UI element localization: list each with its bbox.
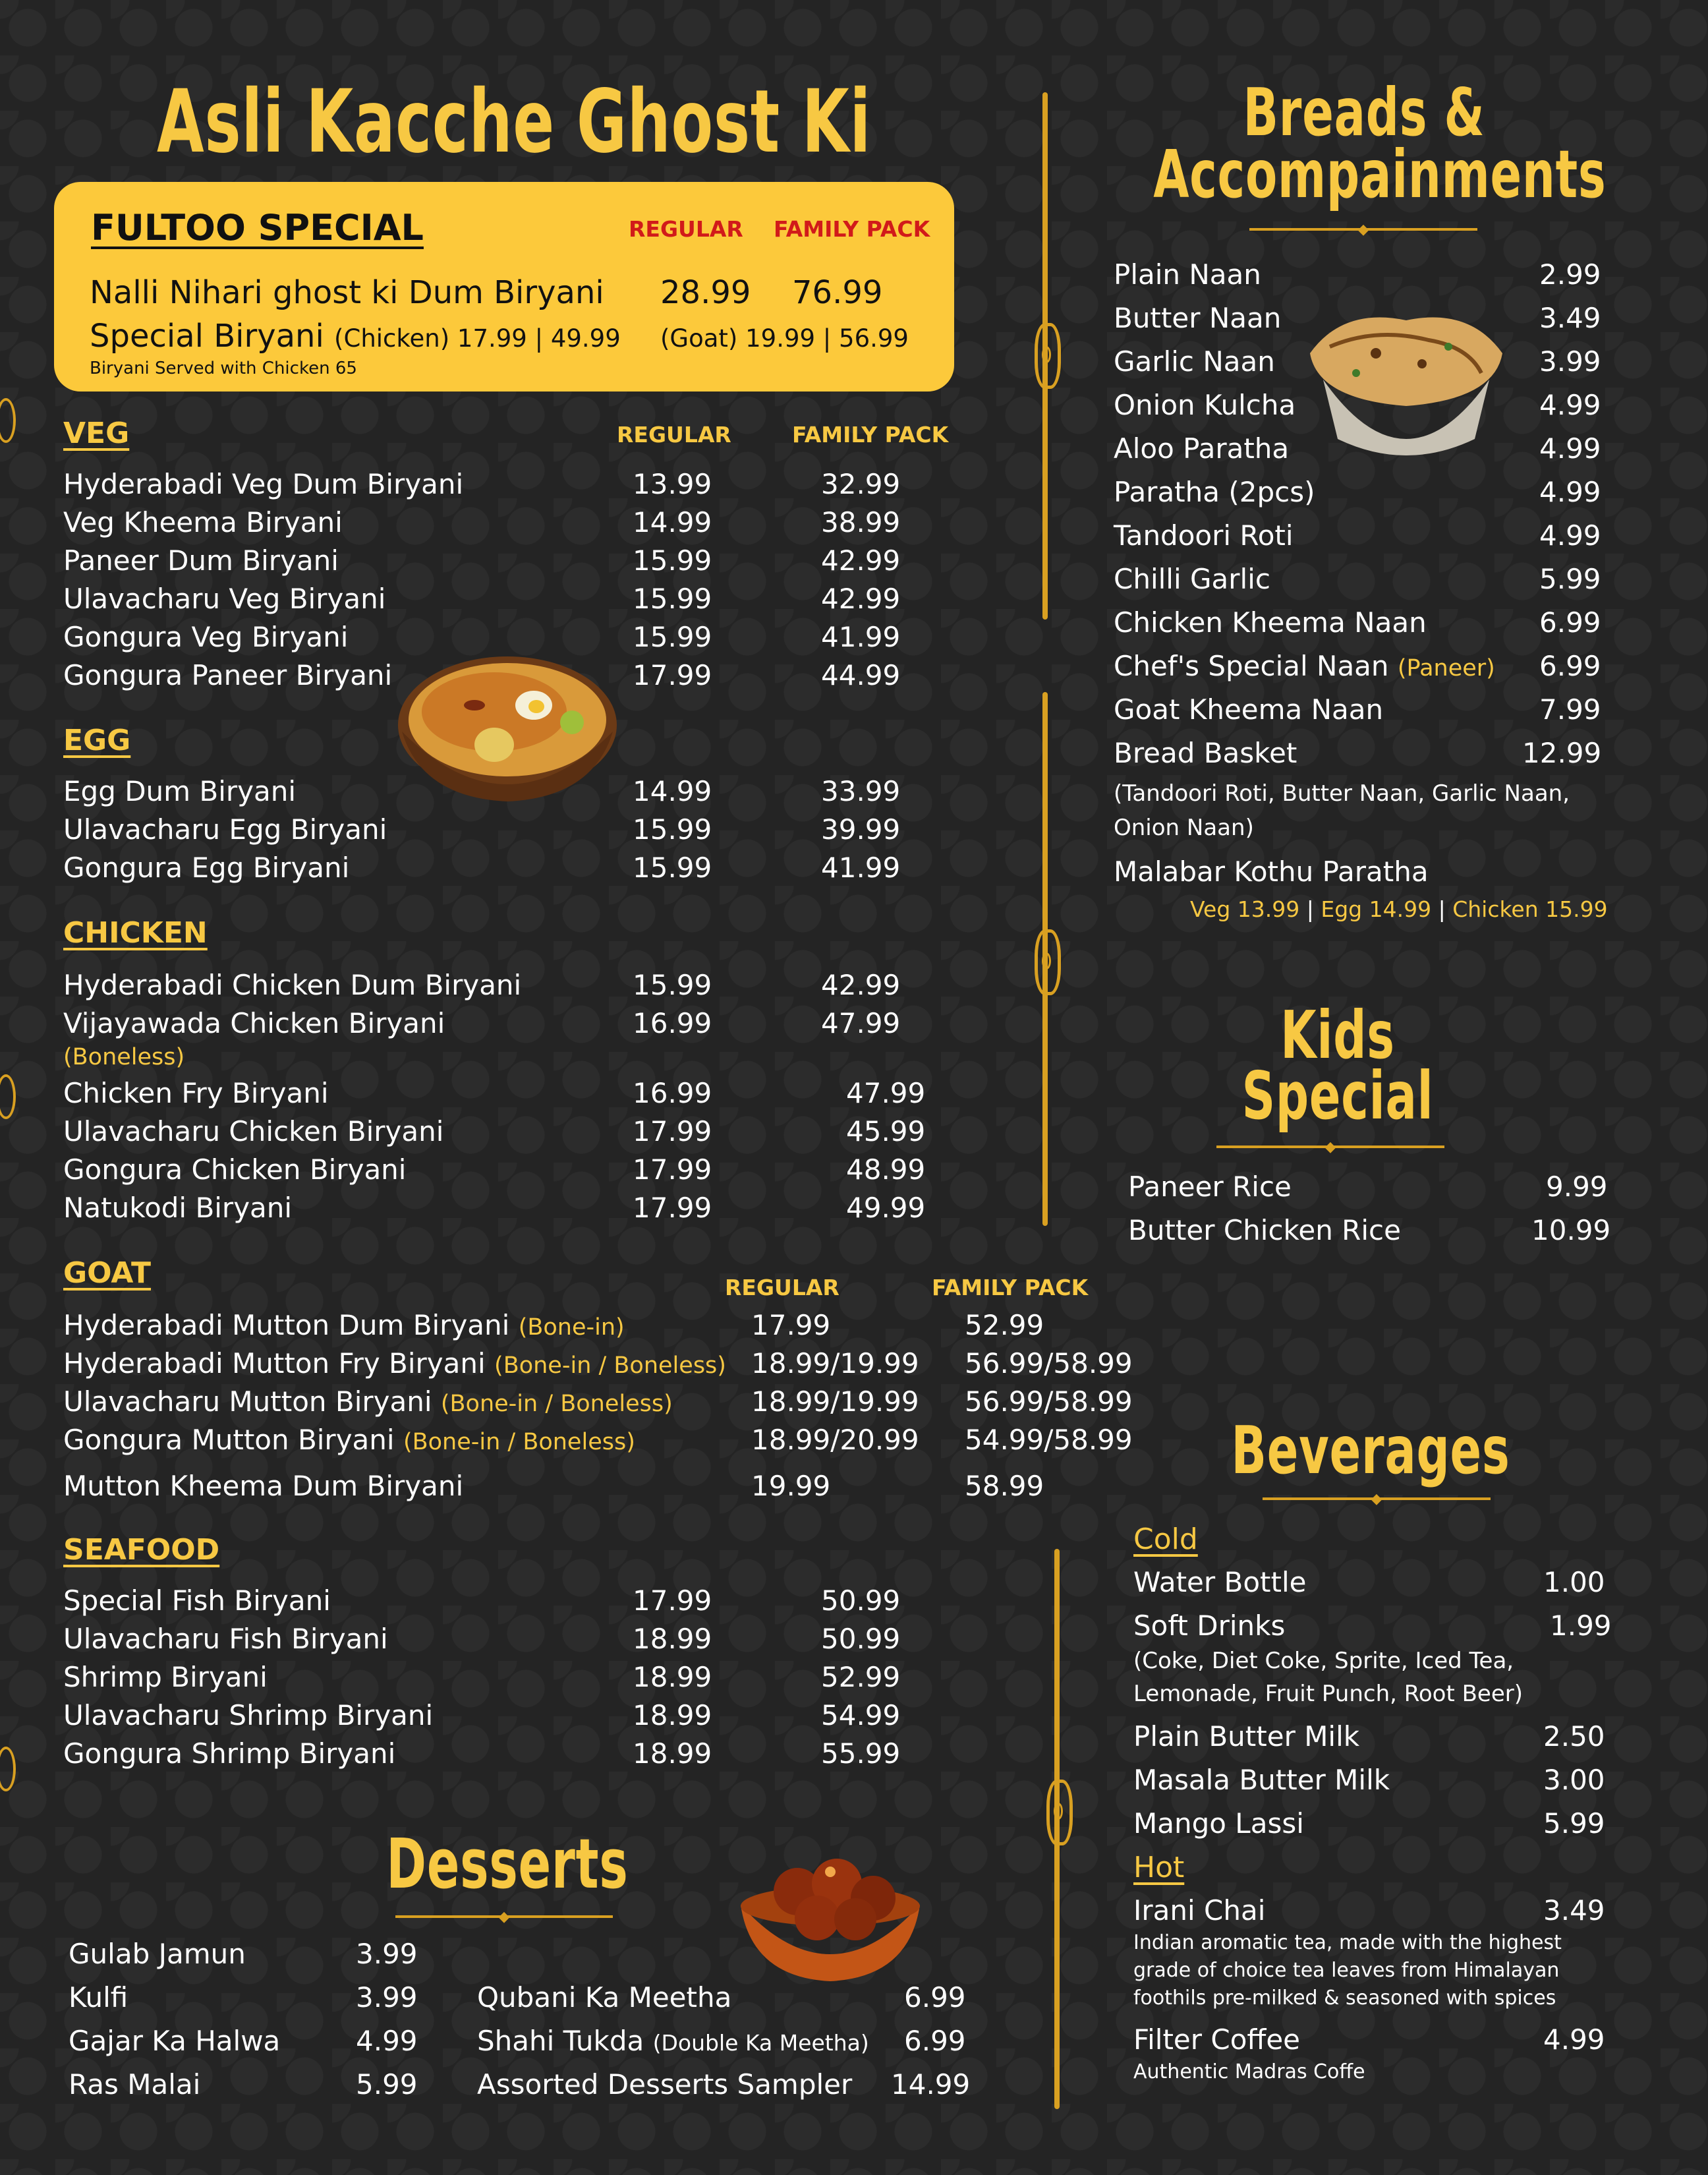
page-title: Asli Kacche Ghost Ki [156,71,872,173]
divider-ornament-icon: ◆ [1324,1139,1336,1155]
item-regular: 19.99 [751,1470,831,1502]
item-family: 38.99 [821,506,901,538]
item-price: 6.99 [904,1981,966,2014]
breads-divider [1249,221,1477,238]
item-name: Gongura Shrimp Biryani [63,1737,396,1770]
item-regular: 18.99 [633,1737,712,1770]
item-name: Irani Chai [1133,1894,1266,1927]
item-price: 3.99 [356,1938,418,1970]
gulab-jamun-image [738,1845,923,1984]
desserts-divider [395,1909,613,1925]
item-regular: 18.99 [633,1699,712,1731]
item-name: Aloo Paratha [1114,432,1290,465]
veg-heading: VEG [63,417,130,450]
item-name: Assorted Desserts Sampler [477,2068,853,2101]
item-name: Water Bottle [1133,1566,1307,1598]
item-price: 3.00 [1543,1764,1605,1796]
item-note: (Bone-in / Boneless) [494,1352,726,1379]
fultoo-heading: FULTOO SPECIAL [91,207,424,248]
cold-heading: Cold [1133,1522,1198,1556]
item-family: 47.99 [846,1077,926,1109]
item-price: 5.99 [1539,563,1601,595]
goat-family-label: FAMILY PACK [932,1275,1089,1300]
kids-divider [1216,1139,1444,1155]
goat-regular-label: REGULAR [725,1275,840,1300]
fultoo-special-panel [54,182,954,392]
item-regular: 16.99 [633,1077,712,1109]
item-name: Kulfi [69,1981,128,2014]
veg-family-label: FAMILY PACK [792,422,949,448]
item-note: (Double Ka Meetha) [652,2030,869,2056]
item-name: Ulavacharu Shrimp Biryani [63,1699,434,1731]
item-price: 1.99 [1550,1610,1612,1642]
item-price: 3.99 [1539,345,1601,378]
item-price: 3.99 [356,1981,418,2014]
beverages-heading: Beverages [1231,1412,1510,1489]
item-regular: 17.99 [633,1153,712,1186]
price-separator: | [1306,896,1314,922]
item-regular: 17.99 [633,1115,712,1147]
item-price: 14.99 [891,2068,971,2101]
item-regular: 18.99/19.99 [751,1385,919,1418]
breads-heading-line2: Accompainments [1153,136,1607,213]
item-family: 54.99/58.99 [965,1424,1133,1456]
item-regular: 15.99 [633,544,712,577]
item-regular: 18.99/19.99 [751,1347,919,1379]
item-price: 10.99 [1531,1214,1611,1246]
item-price: 6.99 [1539,606,1601,639]
malabar-prices [1190,896,1608,922]
item-name: Chicken Kheema Naan [1114,606,1427,639]
item-regular: 14.99 [633,506,712,538]
item-name: Shrimp Biryani [63,1661,268,1693]
item-name: Hyderabadi Veg Dum Biryani [63,468,464,500]
item-note: (Boneless) [63,1044,185,1070]
item-regular: 18.99 [633,1623,712,1655]
item-regular: 18.99/20.99 [751,1424,919,1456]
item-family: 50.99 [821,1623,901,1655]
biryani-bowl-image [395,646,619,817]
item-family: 47.99 [821,1007,901,1039]
divider-ornament-icon [1035,323,1061,389]
naan-basket-image [1297,301,1516,465]
item-name: Paneer Dum Biryani [63,544,339,577]
goat-heading: GOAT [63,1256,151,1290]
item-name: Butter Naan [1114,302,1282,334]
item-name: Gulab Jamun [69,1938,246,1970]
item-name: Soft Drinks [1133,1610,1286,1642]
item-name: Ulavacharu Fish Biryani [63,1623,388,1655]
item-family: 39.99 [821,813,901,846]
item-family: 54.99 [821,1699,901,1731]
kids-heading-line1: Kids [1280,997,1395,1074]
item-price: 3.49 [1543,1894,1605,1927]
item-name: Mutton Kheema Dum Biryani [63,1470,464,1502]
item-regular: 17.99 [633,1584,712,1617]
item-price: 5.99 [356,2068,418,2101]
item-name: Shahi Tukda [477,2025,644,2057]
item-name: Hyderabadi Chicken Dum Biryani [63,969,522,1001]
item-family: 45.99 [846,1115,926,1147]
item-name: Butter Chicken Rice [1128,1214,1401,1246]
item-regular: 15.99 [633,621,712,653]
item-name: Chef's Special Naan [1114,650,1389,682]
item-name: Veg Kheema Biryani [63,506,343,538]
item-regular: 15.99 [633,852,712,884]
item-name: Ulavacharu Veg Biryani [63,583,386,615]
item-family: 58.99 [965,1470,1044,1502]
bread-basket-desc-2: Onion Naan) [1114,815,1254,841]
item-regular: 13.99 [633,468,712,500]
item-name: Paneer Rice [1128,1171,1292,1203]
item-family: 41.99 [821,621,901,653]
item-price: 4.99 [1539,432,1601,465]
divider-ornament-icon: ◆ [1357,221,1369,238]
item-name: Onion Kulcha [1114,389,1296,421]
item-price: 5.99 [1543,1807,1605,1840]
item-family: 55.99 [821,1737,901,1770]
item-price: 6.99 [904,2025,966,2057]
breads-heading-line1: Breads & [1243,74,1485,151]
fultoo-item1-regular: 28.99 [660,274,751,311]
item-price: 2.99 [1539,258,1601,291]
item-name: Gongura Paneer Biryani [63,659,393,691]
item-name: Gongura Egg Biryani [63,852,350,884]
item-family: 32.99 [821,468,901,500]
malabar-veg: Veg 13.99 [1190,896,1300,922]
seafood-heading: SEAFOOD [63,1533,220,1567]
fultoo-item2-goat: (Goat) 19.99 | 56.99 [660,324,909,353]
egg-heading: EGG [63,724,131,757]
coffee-desc: Authentic Madras Coffe [1133,2060,1365,2083]
item-regular: 16.99 [633,1007,712,1039]
item-name: Gongura Chicken Biryani [63,1153,407,1186]
fultoo-item1-family: 76.99 [792,274,883,311]
item-name: Chilli Garlic [1114,563,1270,595]
fultoo-item2-chicken: (Chicken) 17.99 | 49.99 [334,324,621,353]
fultoo-regular-label: REGULAR [629,216,743,242]
item-family: 42.99 [821,969,901,1001]
divider-ornament-icon: ◆ [498,1909,510,1925]
item-regular: 17.99 [633,1192,712,1224]
fultoo-family-label: FAMILY PACK [774,216,930,242]
item-regular: 15.99 [633,969,712,1001]
item-family: 50.99 [821,1584,901,1617]
item-name: Masala Butter Milk [1133,1764,1390,1796]
item-name: Ulavacharu Mutton Biryani [63,1385,432,1418]
item-price: 4.99 [1543,2023,1605,2056]
item-note: (Bone-in / Boneless) [440,1391,673,1417]
item-family: 52.99 [965,1309,1044,1341]
item-family: 41.99 [821,852,901,884]
item-regular: 17.99 [633,659,712,691]
item-regular: 14.99 [633,775,712,807]
edge-ornament-icon [0,398,16,443]
item-regular: 15.99 [633,583,712,615]
item-name: Egg Dum Biryani [63,775,297,807]
item-name: Vijayawada Chicken Biryani [63,1007,445,1039]
malabar-egg: Egg 14.99 [1321,896,1432,922]
item-price: 6.99 [1539,650,1601,682]
item-name: Gongura Mutton Biryani [63,1424,395,1456]
edge-ornament-icon [0,1747,16,1791]
malabar-name: Malabar Kothu Paratha [1114,856,1429,888]
item-name: Hyderabadi Mutton Fry Biryani [63,1347,486,1379]
item-regular: 17.99 [751,1309,831,1341]
item-name: Gajar Ka Halwa [69,2025,281,2057]
item-name: Ulavacharu Egg Biryani [63,813,387,846]
item-name: Natukodi Biryani [63,1192,293,1224]
item-name: Hyderabadi Mutton Dum Biryani [63,1309,510,1341]
fultoo-item2 [90,318,621,355]
item-regular: 15.99 [633,813,712,846]
item-note: (Bone-in / Boneless) [403,1429,635,1455]
item-family: 49.99 [846,1192,926,1224]
item-name: Plain Naan [1114,258,1261,291]
fultoo-item2-name: Special Biryani [90,318,324,355]
item-name: Goat Kheema Naan [1114,693,1384,726]
bread-basket-desc-1: (Tandoori Roti, Butter Naan, Garlic Naan, [1114,780,1570,807]
edge-ornament-icon [0,1074,16,1119]
chai-desc-1: Indian aromatic tea, made with the highest [1133,1931,1562,1954]
item-note: (Paneer) [1397,655,1495,682]
beverages-divider [1263,1491,1491,1507]
item-price: 1.00 [1543,1566,1605,1598]
item-name: Paratha (2pcs) [1114,476,1315,508]
price-separator: | [1438,896,1446,922]
item-price: 2.50 [1543,1720,1605,1753]
item-family: 52.99 [821,1661,901,1693]
item-price: 9.99 [1546,1171,1608,1203]
desserts-heading: Desserts [386,1824,629,1904]
item-name: Garlic Naan [1114,345,1275,378]
item-name: Qubani Ka Meetha [477,1981,732,2014]
chai-desc-3: foothils pre-milked & seasoned with spices [1133,1986,1556,2010]
malabar-chicken: Chicken 15.99 [1452,896,1608,922]
item-family: 33.99 [821,775,901,807]
soft-drinks-desc-2: Lemonade, Fruit Punch, Root Beer) [1133,1681,1523,1707]
item-family: 42.99 [821,544,901,577]
item-family: 48.99 [846,1153,926,1186]
item-name: Plain Butter Milk [1133,1720,1360,1753]
divider-ornament-icon [1035,929,1061,995]
kids-heading-line2: Special [1241,1057,1434,1134]
item-name: Mango Lassi [1133,1807,1304,1840]
divider-ornament-icon [1046,1780,1073,1845]
item-family: 44.99 [821,659,901,691]
item-price: 12.99 [1522,737,1602,769]
item-price: 3.49 [1539,302,1601,334]
veg-regular-label: REGULAR [617,422,731,448]
item-note: (Bone-in) [518,1314,625,1341]
item-price: 4.99 [1539,389,1601,421]
item-price: 4.99 [1539,519,1601,552]
chai-desc-2: grade of choice tea leaves from Himalayan [1133,1959,1560,1982]
soft-drinks-desc-1: (Coke, Diet Coke, Sprite, Iced Tea, [1133,1648,1514,1674]
item-family: 42.99 [821,583,901,615]
item-name: Special Fish Biryani [63,1584,331,1617]
item-price: 7.99 [1539,693,1601,726]
item-family: 56.99/58.99 [965,1385,1133,1418]
item-price: 4.99 [356,2025,418,2057]
fultoo-served-note: Biryani Served with Chicken 65 [90,359,357,378]
item-name: Chicken Fry Biryani [63,1077,329,1109]
item-name: Bread Basket [1114,737,1297,769]
item-name: Ras Malai [69,2068,201,2101]
fultoo-item1-name: Nalli Nihari ghost ki Dum Biryani [90,274,604,311]
item-regular: 18.99 [633,1661,712,1693]
item-price: 4.99 [1539,476,1601,508]
hot-heading: Hot [1133,1851,1185,1884]
divider-ornament-icon: ◆ [1371,1491,1382,1507]
item-name: Filter Coffee [1133,2023,1301,2056]
chicken-heading: CHICKEN [63,916,208,950]
item-name: Tandoori Roti [1114,519,1294,552]
item-name: Ulavacharu Chicken Biryani [63,1115,444,1147]
item-family: 56.99/58.99 [965,1347,1133,1379]
item-name: Gongura Veg Biryani [63,621,349,653]
